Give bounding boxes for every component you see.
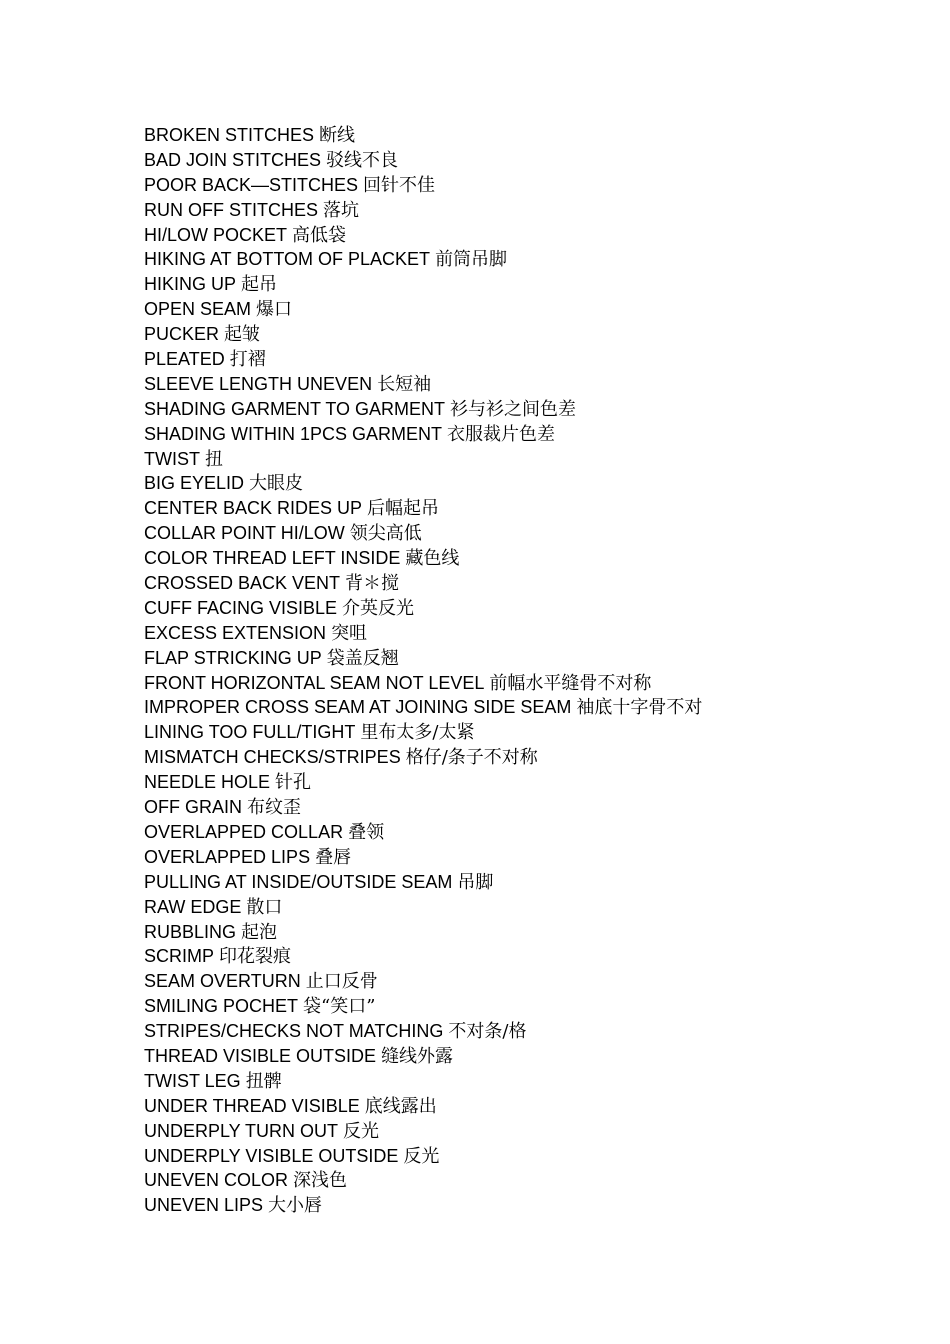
glossary-entry [144, 521, 702, 546]
term-chinese: 衣服裁片色差 [447, 423, 556, 445]
term-english: OFF GRAIN [144, 797, 242, 818]
term-chinese: 反光 [343, 1120, 380, 1142]
glossary-entry [144, 969, 702, 994]
glossary-entry [144, 397, 702, 422]
glossary-entry [144, 1044, 702, 1069]
term-chinese: 印花裂痕 [219, 946, 292, 968]
term-chinese: 驳线不良 [326, 149, 399, 171]
term-chinese: 缝线外露 [381, 1045, 454, 1067]
glossary-entry [144, 795, 702, 820]
glossary-entry [144, 546, 702, 571]
term-english: COLLAR POINT HI/LOW [144, 523, 345, 544]
term-chinese: 扭髀 [245, 1070, 282, 1092]
term-english: FLAP STRICKING UP [144, 647, 322, 668]
term-chinese: 格仔/条子不对称 [405, 747, 538, 769]
glossary-entry [144, 1019, 702, 1044]
glossary-entry [144, 621, 702, 646]
term-chinese: 叠领 [348, 821, 385, 843]
glossary-entry [144, 372, 702, 397]
term-chinese: 领尖高低 [349, 523, 422, 545]
term-chinese: 落坑 [323, 199, 359, 221]
term-english: SLEEVE LENGTH UNEVEN [144, 373, 373, 394]
term-english: BAD JOIN STITCHES [144, 149, 322, 170]
term-english: UNDER THREAD VISIBLE [144, 1095, 360, 1116]
term-english: SEAM OVERTURN [144, 971, 301, 992]
term-english: TWIST [144, 448, 200, 469]
glossary-entry [144, 671, 702, 696]
term-english: UNEVEN COLOR [144, 1170, 289, 1191]
glossary-entry [144, 646, 702, 671]
term-english: COLOR THREAD LEFT INSIDE [144, 548, 401, 569]
term-english: BROKEN STITCHES [144, 125, 315, 145]
term-english: UNEVEN LIPS [144, 1195, 264, 1216]
term-english: OPEN SEAM [144, 299, 252, 320]
glossary-list [144, 123, 702, 1218]
term-english: OVERLAPPED COLLAR [144, 821, 344, 842]
term-english: CENTER BACK RIDES UP [144, 498, 363, 519]
term-english: UNDERPLY TURN OUT [144, 1120, 339, 1141]
glossary-entry [144, 1069, 702, 1094]
glossary-entry [144, 223, 702, 248]
glossary-entry [144, 123, 702, 148]
term-chinese: 袖底十字骨不对 [576, 697, 703, 719]
glossary-entry [144, 247, 702, 272]
term-english: BIG EYELID [144, 473, 245, 494]
term-chinese: 不对条/格 [448, 1021, 527, 1043]
term-english: PULLING AT INSIDE/OUTSIDE SEAM [144, 871, 453, 892]
glossary-entry [144, 695, 702, 720]
term-english: OVERLAPPED LIPS [144, 846, 311, 867]
glossary-entry [144, 471, 702, 496]
term-english: TWIST LEG [144, 1070, 241, 1091]
term-chinese: 起吊 [241, 274, 278, 296]
term-english: PLEATED [144, 349, 225, 370]
glossary-entry [144, 198, 702, 223]
term-chinese: 散口 [246, 896, 283, 918]
term-chinese: 后幅起吊 [367, 498, 440, 520]
term-chinese: 叠唇 [315, 846, 352, 868]
glossary-entry [144, 895, 702, 920]
term-english: IMPROPER CROSS SEAM AT JOINING SIDE SEAM [144, 697, 572, 718]
term-english: POOR BACK—STITCHES [144, 174, 359, 195]
term-english: CROSSED BACK VENT [144, 573, 341, 594]
glossary-entry [144, 447, 702, 472]
term-english: SHADING WITHIN 1PCS GARMENT [144, 423, 443, 444]
term-english: UNDERPLY VISIBLE OUTSIDE [144, 1145, 399, 1166]
term-chinese: 反光 [403, 1145, 440, 1167]
term-chinese: 断线 [319, 125, 356, 146]
glossary-entry [144, 322, 702, 347]
term-english: MISMATCH CHECKS/STRIPES [144, 747, 401, 768]
term-english: THREAD VISIBLE OUTSIDE [144, 1045, 377, 1066]
term-english: SCRIMP [144, 946, 215, 967]
term-english: HIKING AT BOTTOM OF PLACKET [144, 249, 431, 270]
glossary-entry [144, 596, 702, 621]
term-chinese: 底线露出 [364, 1095, 437, 1117]
term-chinese: 吊脚 [457, 871, 494, 893]
term-chinese: 爆口 [256, 299, 293, 321]
glossary-entry [144, 1193, 702, 1218]
term-chinese: 扭 [205, 448, 223, 470]
glossary-entry [144, 870, 702, 895]
glossary-entry [144, 994, 702, 1019]
term-chinese: 背＊搅 [345, 573, 400, 595]
glossary-entry [144, 770, 702, 795]
glossary-entry [144, 347, 702, 372]
term-chinese: 打褶 [229, 349, 266, 371]
term-english: FRONT HORIZONTAL SEAM NOT LEVEL [144, 672, 485, 693]
term-chinese: 前筒吊脚 [435, 249, 508, 271]
glossary-entry [144, 745, 702, 770]
term-chinese: 布纹歪 [247, 797, 301, 819]
term-english: SMILING POCHET [144, 996, 299, 1017]
term-english: STRIPES/CHECKS NOT MATCHING [144, 1021, 444, 1042]
term-chinese: 长短袖 [377, 373, 432, 395]
glossary-entry [144, 571, 702, 596]
term-english: LINING TOO FULL/TIGHT [144, 722, 356, 743]
glossary-entry [144, 1094, 702, 1119]
term-english: EXCESS EXTENSION [144, 622, 327, 643]
glossary-entry [144, 272, 702, 297]
term-chinese: 袋“笑口” [303, 996, 376, 1018]
glossary-entry [144, 422, 702, 447]
term-english: NEEDLE HOLE [144, 772, 271, 793]
term-english: PUCKER [144, 324, 220, 345]
term-chinese: 回针不佳 [363, 174, 436, 196]
glossary-entry [144, 1168, 702, 1193]
glossary-entry [144, 297, 702, 322]
term-chinese: 起皱 [224, 324, 261, 346]
term-english: RAW EDGE [144, 896, 242, 917]
glossary-entry [144, 845, 702, 870]
term-english: HI/LOW POCKET [144, 224, 288, 245]
term-chinese: 针孔 [275, 772, 312, 794]
term-english: SHADING GARMENT TO GARMENT [144, 398, 446, 419]
term-english: RUBBLING [144, 921, 237, 942]
glossary-entry [144, 496, 702, 521]
glossary-entry [144, 148, 702, 173]
term-chinese: 止口反骨 [305, 971, 378, 993]
glossary-entry [144, 820, 702, 845]
term-chinese: 介英反光 [342, 597, 415, 619]
term-chinese: 深浅色 [293, 1170, 348, 1192]
term-chinese: 藏色线 [405, 548, 460, 570]
glossary-entry [144, 944, 702, 969]
term-chinese: 大眼皮 [249, 473, 304, 495]
glossary-entry [144, 1144, 702, 1169]
term-english: RUN OFF STITCHES [144, 199, 318, 220]
glossary-entry [144, 920, 702, 945]
term-english: HIKING UP [144, 274, 237, 295]
term-chinese: 衫与衫之间色差 [450, 398, 577, 420]
term-chinese: 高低袋 [292, 224, 347, 246]
term-chinese: 袋盖反翘 [326, 647, 399, 669]
term-chinese: 大小唇 [268, 1195, 323, 1217]
term-english: CUFF FACING VISIBLE [144, 597, 338, 618]
glossary-entry [144, 173, 702, 198]
term-chinese: 里布太多/太紧 [360, 722, 475, 744]
term-chinese: 起泡 [241, 921, 278, 943]
term-chinese: 前幅水平缝骨不对称 [489, 672, 652, 694]
term-chinese: 突咀 [331, 622, 368, 644]
glossary-entry [144, 720, 702, 745]
glossary-entry [144, 1119, 702, 1144]
